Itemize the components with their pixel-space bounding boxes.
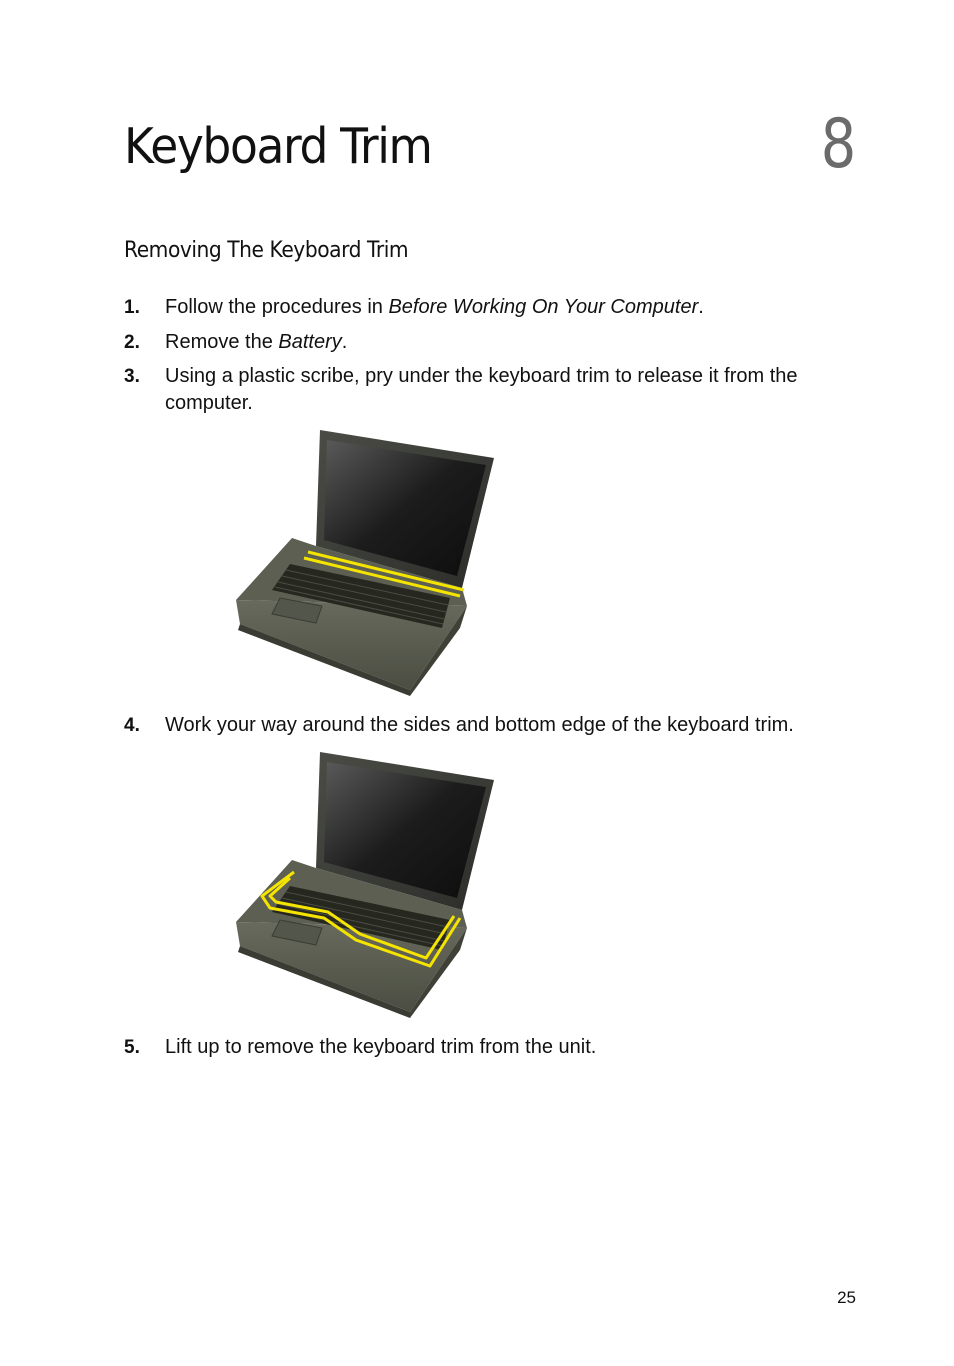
page-number: 25 [837, 1288, 856, 1307]
step-text [165, 329, 844, 356]
laptop-figure-sides-bottom [232, 750, 502, 1018]
step-number: 1. [124, 297, 140, 318]
step-number: 2. [124, 332, 140, 353]
step-1 [124, 294, 844, 321]
step-text-after: . [698, 296, 704, 318]
battery-link[interactable]: Battery [278, 331, 342, 353]
step-2 [124, 329, 844, 356]
step-text: Work your way around the sides and bottom edge of the keyboard trim. [165, 714, 794, 736]
step-5 [124, 1034, 844, 1061]
step-text: Using a plastic scribe, pry under the keyboard trim to release it from the computer. [165, 365, 798, 414]
section-heading: Removing The Keyboard Trim [124, 238, 409, 263]
step-number: 3. [124, 366, 140, 387]
step-3 [124, 363, 844, 417]
step-text-before: Remove the [165, 331, 279, 353]
step-4 [124, 712, 844, 739]
step-text: Lift up to remove the keyboard trim from the unit. [165, 1036, 597, 1058]
step-text-before: Follow the procedures in [165, 296, 389, 318]
step-text [165, 294, 844, 321]
laptop-figure-top-edge [232, 428, 502, 696]
step-number: 4. [124, 715, 140, 736]
step-text-after: . [341, 331, 348, 353]
before-working-link[interactable]: Before Working On Your Computer [388, 296, 699, 318]
chapter-title: Keyboard Trim [124, 118, 432, 175]
chapter-number: 8 [820, 105, 856, 184]
step-number: 5. [124, 1037, 140, 1058]
